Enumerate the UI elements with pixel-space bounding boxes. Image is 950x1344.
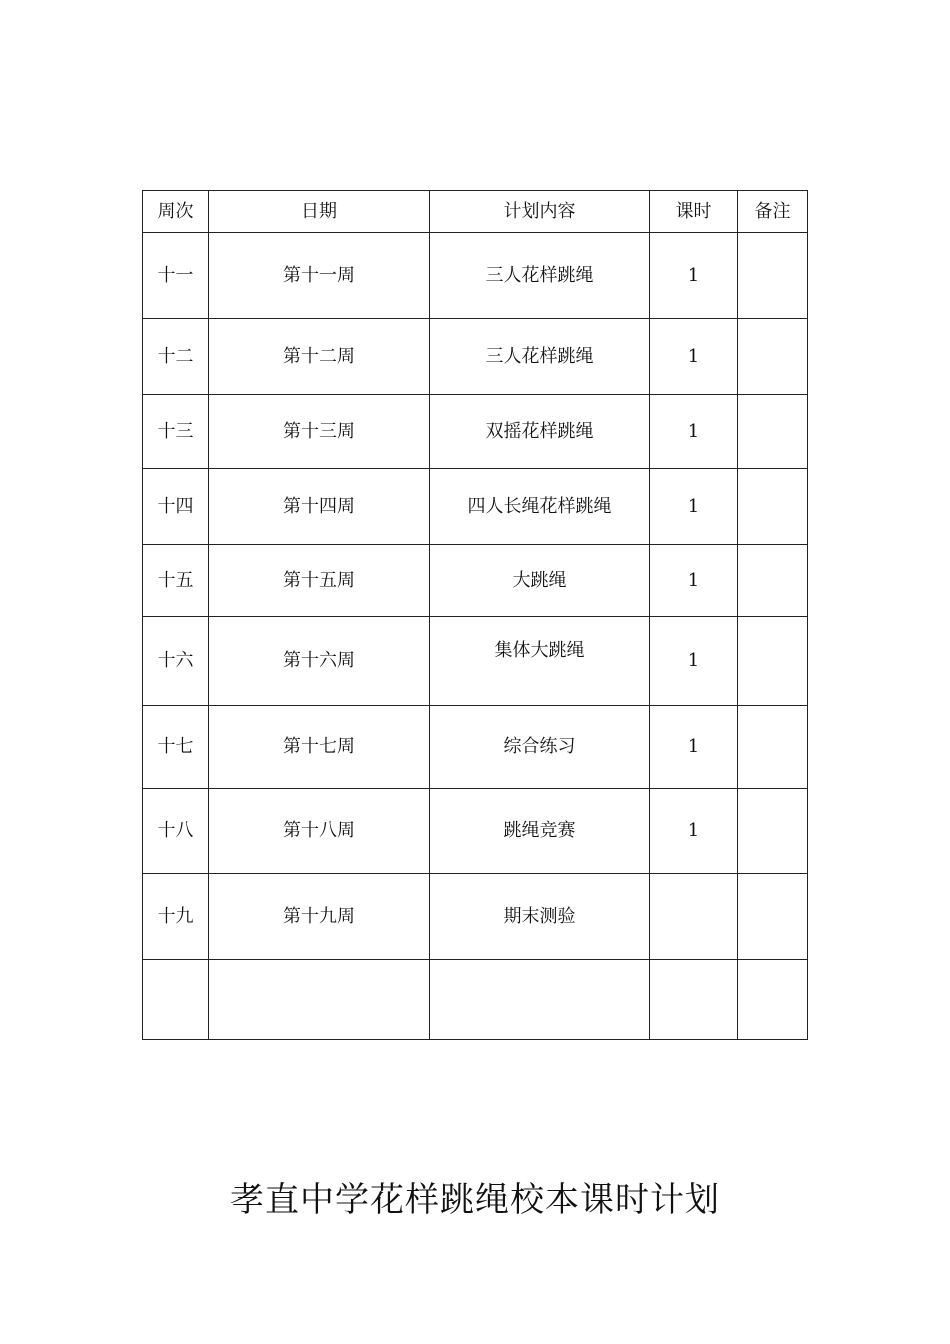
header-hours: 课时 (650, 191, 738, 233)
table-row (143, 319, 808, 395)
date-cell: 第十二周 (209, 319, 430, 395)
content-cell: 三人花样跳绳 (430, 233, 650, 319)
lesson-plan-table (142, 190, 808, 1040)
date-cell: 第十五周 (209, 545, 430, 617)
date-cell: 第十六周 (209, 617, 430, 706)
table-row (143, 395, 808, 469)
header-date: 日期 (209, 191, 430, 233)
content-cell: 双摇花样跳绳 (430, 395, 650, 469)
hours-cell (650, 874, 738, 960)
date-cell: 第十七周 (209, 706, 430, 789)
hours-cell: 1 (650, 319, 738, 395)
date-cell: 第十九周 (209, 874, 430, 960)
table-row (143, 874, 808, 960)
date-cell: 第十一周 (209, 233, 430, 319)
content-cell: 四人长绳花样跳绳 (430, 469, 650, 545)
note-cell (738, 960, 808, 1040)
content-cell: 综合练习 (430, 706, 650, 789)
table-row (143, 469, 808, 545)
note-cell (738, 469, 808, 545)
hours-cell: 1 (650, 395, 738, 469)
note-cell (738, 789, 808, 874)
week-cell: 十九 (143, 874, 209, 960)
content-text: 集体大跳绳 (494, 640, 585, 662)
note-cell (738, 545, 808, 617)
table-row (143, 706, 808, 789)
week-cell: 十四 (143, 469, 209, 545)
table-row (143, 617, 808, 706)
note-cell (738, 395, 808, 469)
week-cell: 十六 (143, 617, 209, 706)
header-week: 周次 (143, 191, 209, 233)
content-cell (430, 960, 650, 1040)
content-cell: 大跳绳 (430, 545, 650, 617)
content-cell (430, 617, 650, 706)
week-cell: 十五 (143, 545, 209, 617)
hours-cell: 1 (650, 545, 738, 617)
week-cell: 十三 (143, 395, 209, 469)
note-cell (738, 874, 808, 960)
note-cell (738, 706, 808, 789)
hours-cell: 1 (650, 706, 738, 789)
hours-cell: 1 (650, 789, 738, 874)
table-row (143, 545, 808, 617)
hours-cell: 1 (650, 233, 738, 319)
week-cell: 十七 (143, 706, 209, 789)
date-cell: 第十八周 (209, 789, 430, 874)
week-cell (143, 960, 209, 1040)
note-cell (738, 319, 808, 395)
content-cell: 三人花样跳绳 (430, 319, 650, 395)
note-cell (738, 233, 808, 319)
week-cell: 十八 (143, 789, 209, 874)
table-row (143, 960, 808, 1040)
content-cell: 期末测验 (430, 874, 650, 960)
table-row (143, 789, 808, 874)
week-cell: 十二 (143, 319, 209, 395)
hours-cell: 1 (650, 617, 738, 706)
hours-cell: 1 (650, 469, 738, 545)
table-row (143, 233, 808, 319)
date-cell (209, 960, 430, 1040)
week-cell: 十一 (143, 233, 209, 319)
table-header-row (143, 191, 808, 233)
date-cell: 第十三周 (209, 395, 430, 469)
date-cell: 第十四周 (209, 469, 430, 545)
header-content: 计划内容 (430, 191, 650, 233)
document-title: 孝直中学花样跳绳校本课时计划 (230, 1180, 720, 1220)
content-cell: 跳绳竞赛 (430, 789, 650, 874)
note-cell (738, 617, 808, 706)
hours-cell (650, 960, 738, 1040)
header-note: 备注 (738, 191, 808, 233)
